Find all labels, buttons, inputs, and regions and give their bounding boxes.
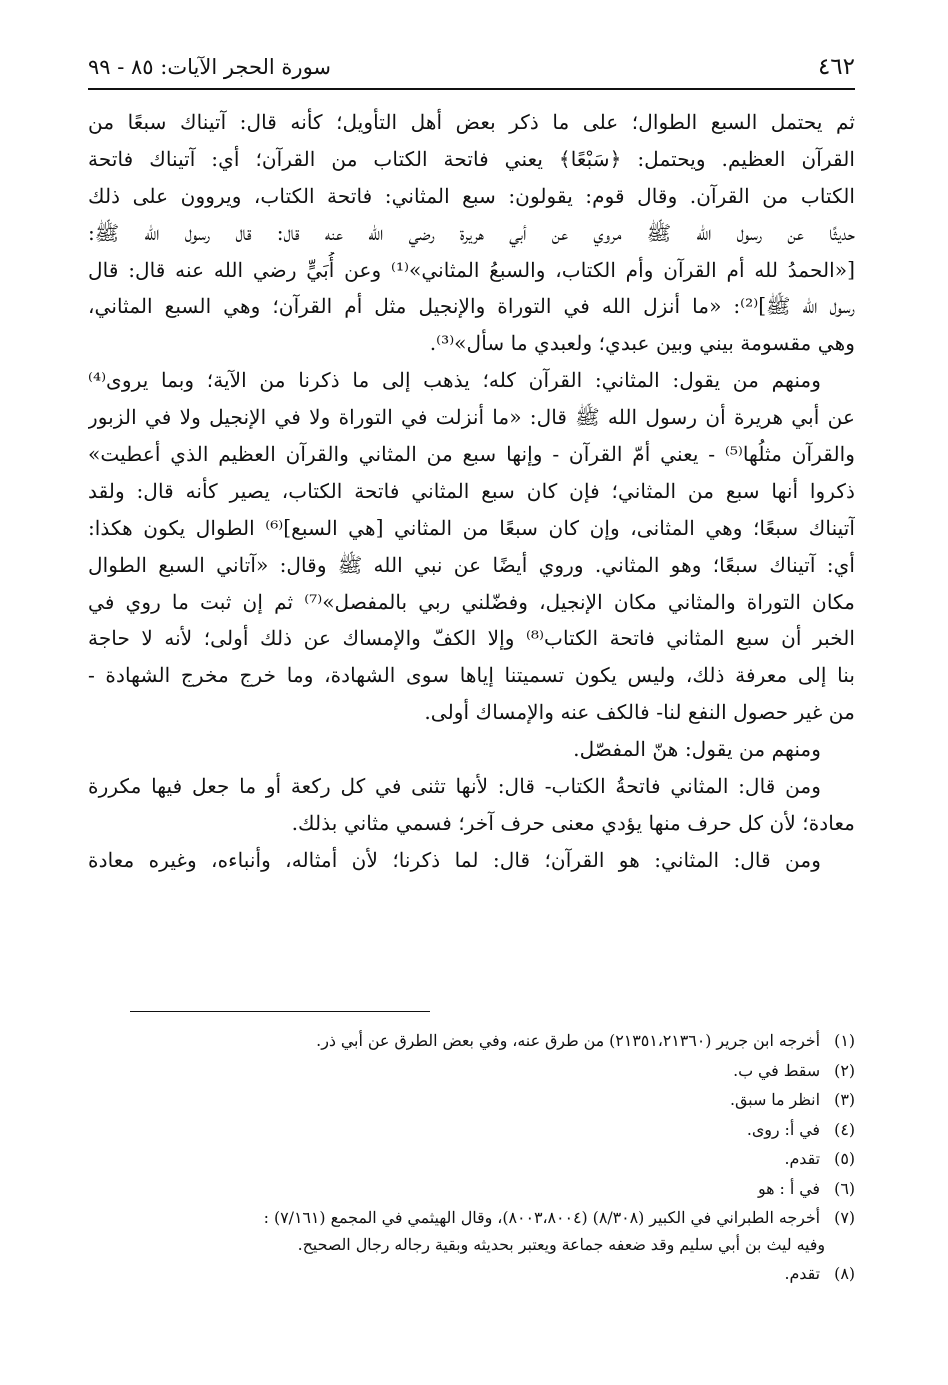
- footnote: [88, 1203, 855, 1233]
- footnote-text: أخرجه الطبراني في الكبير (٨/٣٠٨) (٨٠٠٣،٨٠٠٤)، وقال الهيثمي في المجمع (٧/١٦١) :: [263, 1208, 820, 1227]
- footnote-text: تقدم.: [784, 1263, 820, 1283]
- body-line: ثم يحتمل السبع الطوال؛ على ما ذكر بعض أهل التأويل؛ كأنه قال: آتيناك سبعًا من: [88, 110, 855, 134]
- footnote: [88, 1259, 855, 1289]
- footnote-text: سقط في ب.: [733, 1060, 820, 1080]
- body-text: [88, 104, 855, 974]
- footnote-number: (٤): [834, 1119, 855, 1139]
- footnote-number: (٥): [834, 1149, 855, 1168]
- body-line: ومن قال: المثاني: هو القرآن؛ قال: لما ذكرنا؛ لأن أمثاله، وأنباءه، وغيره معادة: [88, 847, 821, 872]
- body-line: وهي مقسومة بيني وبين عبدي؛ ولعبدي ما سأل»⁽³⁾.: [429, 331, 855, 356]
- footnote-text: في أ: روى.: [746, 1119, 820, 1139]
- footnote-divider: [130, 1011, 430, 1012]
- body-line: معادة؛ لأن كل حرف منها يؤدي معنى حرف آخر؛ فسمي مثاني بذلك.: [291, 810, 855, 835]
- body-line: الخبر أن سبع المثاني فاتحة الكتاب⁽⁸⁾ وإلا الكفّ والإمساك عن ذلك أولى؛ لأنه لا حاجة: [88, 626, 855, 651]
- page-number: ٤٦٢: [817, 54, 855, 80]
- footnote-text: تقدم.: [784, 1149, 820, 1168]
- footnote-number: (٦): [834, 1178, 855, 1198]
- body-line: آتيناك سبعًا؛ وهي المثانى، وإن كان سبعًا من المثاني [هي السبع]⁽⁶⁾ الطوال يكون هكذا:: [88, 515, 855, 540]
- body-line: القرآن العظيم. ويحتمل: ﴿سَبْعًا﴾ يعني فاتحة الكتاب من القرآن؛ أي: آتيناك فاتحة: [88, 146, 855, 171]
- body-line: الكتاب من القرآن. وقال قوم: يقولون: سبع المثاني: فاتحة الكتاب، ويروون على ذلك: [88, 183, 855, 208]
- footnote-continuation: [88, 1233, 855, 1259]
- body-line: ومن قال: المثاني فاتحةُ الكتاب- قال: لأنها تثنى في كل ركعة أو ما جعل فيها مكررة: [88, 774, 821, 799]
- footnote: [88, 1056, 855, 1086]
- sura-title: سورة الحجر الآيات: ٨٥ - ٩٩: [88, 55, 332, 79]
- footnotes: [88, 1026, 855, 1288]
- footnote-number: (٢): [834, 1060, 855, 1080]
- body-line: ومنهم من يقول: المثاني: القرآن كله؛ يذهب إلى ما ذكرنا من الآية؛ وبما يروى⁽⁴⁾: [88, 368, 821, 393]
- footnote: [88, 1174, 855, 1204]
- footnote: [88, 1026, 855, 1056]
- body-line: ذكروا أنها سبع من المثاني؛ فإن كان سبع المثاني فاتحة الكتاب، يصير كأنه قال: ولقد: [88, 478, 855, 503]
- footnote-number: (١): [834, 1031, 855, 1050]
- footnote-number: (٧): [834, 1208, 855, 1227]
- body-line: رسول الله ﷺ]⁽²⁾: «ما أنزل الله في التوراة والإنجيل مثل أم القرآن؛ وهي السبع المثاني،: [88, 294, 855, 319]
- page-header: [88, 50, 855, 90]
- footnote-number: (٣): [834, 1090, 855, 1109]
- footnote-text: انظر ما سبق.: [729, 1090, 820, 1109]
- body-line: ومنهم من يقول: هنّ المفصّل.: [573, 737, 821, 762]
- body-line: حديثًا عن رسول الله ﷺ مروي عن أبي هريرة رضي الله عنه قال: قال رسول الله ﷺ:: [88, 220, 855, 245]
- body-line: [«الحمدُ لله أم القرآن وأم الكتاب، والسبعُ المثاني»⁽¹⁾ وعن أُبَيٍّ رضي الله عنه قال: قال: [88, 257, 855, 282]
- body-line: من غير حصول النفع لنا- فالكف عنه والإمساك أولى.: [424, 700, 855, 725]
- body-line: والقرآن مثلُها⁽⁵⁾ - يعني أمّ القرآن - وإنها سبع من المثاني والقرآن العظيم الذي أعطيت»: [88, 442, 855, 467]
- footnote-number: (٨): [834, 1263, 855, 1283]
- body-line: بنا إلى معرفة ذلك، وليس يكون تسميتنا إياها سوى الشهادة، وما خرج مخرج الشهادة -: [88, 663, 855, 688]
- footnote: [88, 1085, 855, 1115]
- body-line: مكان التوراة والمثاني مكان الإنجيل، وفضّلني ربي بالمفصل»⁽⁷⁾ ثم إن ثبت ما روي في: [88, 589, 855, 614]
- body-line: عن أبي هريرة أن رسول الله ﷺ قال: «ما أنزلت في التوراة ولا في الإنجيل ولا في الزبور: [88, 405, 855, 430]
- footnote: [88, 1144, 855, 1174]
- footnote-text: أخرجه ابن جرير (٢١٣٥١،٢١٣٦٠) من طرق عنه، وفي بعض الطرق عن أبي ذر.: [316, 1031, 820, 1050]
- footnote: [88, 1115, 855, 1145]
- footnote-text: وفيه ليث بن أبي سليم وقد ضعفه جماعة ويعتبر بحديثه وبقية رجاله رجال الصحيح.: [297, 1234, 825, 1254]
- footnote-text: في أ : هو: [757, 1178, 820, 1198]
- body-line: أي: آتيناك سبعًا؛ وهو المثاني. وروي أيضًا عن نبي الله ﷺ وقال: «آتاني السبع الطوال: [88, 552, 855, 577]
